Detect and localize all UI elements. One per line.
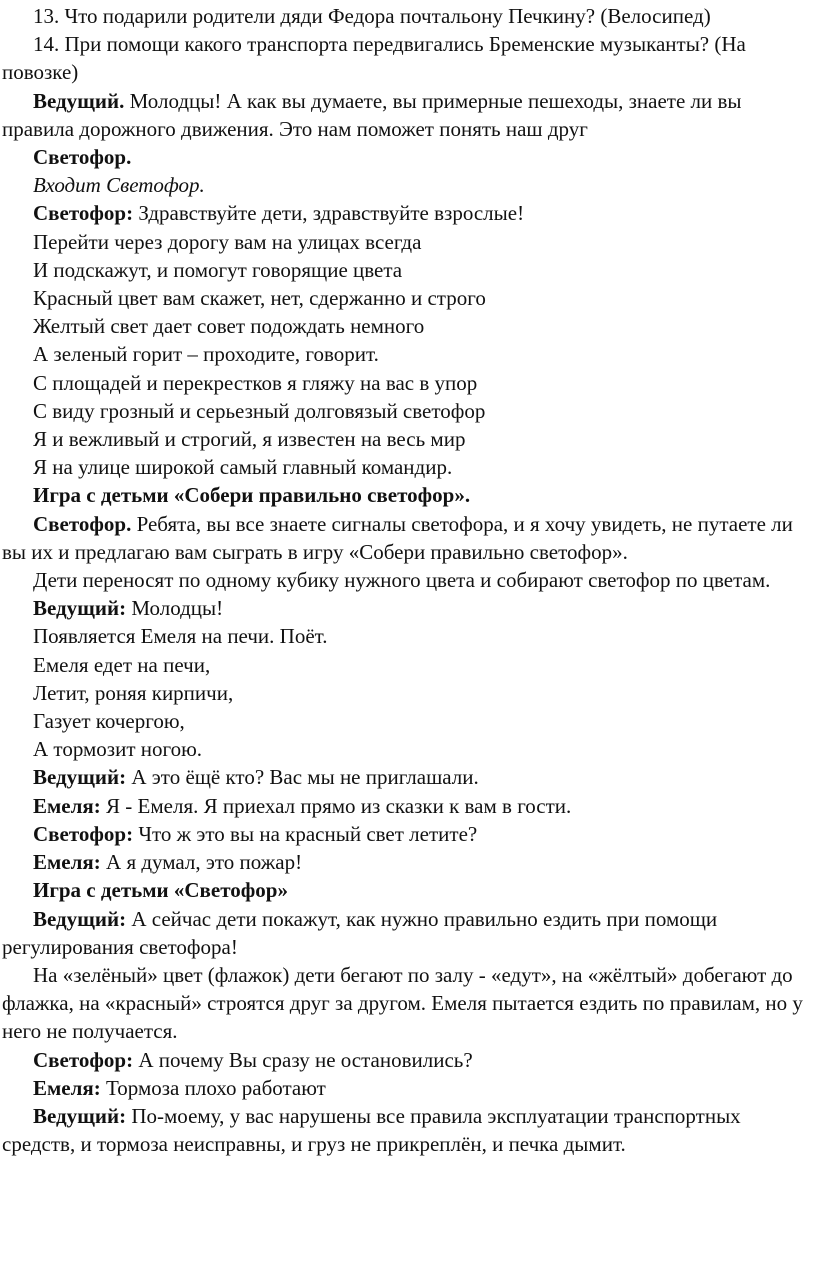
- paragraph-svetofor-4: [2, 1046, 810, 1074]
- paragraph-text: Молодцы! А как вы думаете, вы примерные пешеходы, знаете ли вы правила дорожного движения. Это нам поможет понять наш друг: [2, 88, 742, 141]
- paragraph-q14: [2, 30, 810, 86]
- paragraph-emelya-appears: [2, 622, 810, 650]
- paragraph-stage-enter: [2, 171, 810, 199]
- paragraph-song-3: [2, 707, 810, 735]
- paragraph-song-4: [2, 735, 810, 763]
- paragraph-text: 13. Что подарили родители дяди Федора почтальону Печкину? (Велосипед): [33, 4, 711, 28]
- speaker-label: Емеля:: [33, 1075, 101, 1100]
- paragraph-poem-9: [2, 453, 810, 481]
- paragraph-name-svetofor: [2, 143, 810, 171]
- paragraph-poem-2: [2, 256, 810, 284]
- paragraph-text: Что ж это вы на красный свет летите?: [133, 821, 478, 846]
- paragraph-text: Красный цвет вам скажет, нет, сдержанно и строго: [33, 286, 486, 311]
- paragraph-game-2-title: [2, 876, 810, 904]
- speaker-label: Емеля:: [33, 793, 101, 818]
- speaker-label: Емеля:: [33, 850, 101, 875]
- paragraph-emelya-2: [2, 848, 810, 876]
- paragraph-text: Молодцы!: [126, 596, 224, 621]
- paragraph-text: А тормозит ногою.: [33, 737, 203, 762]
- paragraph-text: Газует кочергою,: [33, 709, 185, 734]
- speaker-label: Игра с детьми «Собери правильно светофор».: [33, 483, 471, 508]
- speaker-label: Ведущий:: [33, 596, 127, 621]
- paragraph-song-2: [2, 679, 810, 707]
- speaker-label: Светофор:: [33, 821, 134, 846]
- speaker-label: Светофор.: [33, 145, 132, 170]
- paragraph-poem-6: [2, 369, 810, 397]
- speaker-label: Игра с детьми «Светофор»: [33, 878, 288, 903]
- paragraph-text: А почему Вы сразу не остановились?: [133, 1047, 473, 1072]
- paragraph-svetofor-3: [2, 820, 810, 848]
- paragraph-text: Появляется Емеля на печи. Поёт.: [33, 624, 328, 649]
- paragraph-text: Желтый свет дает совет подождать немного: [33, 314, 425, 339]
- paragraph-song-1: [2, 651, 810, 679]
- paragraph-host-3: [2, 763, 810, 791]
- paragraph-text: Здравствуйте дети, здравствуйте взрослые!: [133, 201, 525, 226]
- paragraph-text: А сейчас дети покажут, как нужно правильно ездить при помощи регулирования светофора!: [2, 906, 718, 959]
- speaker-label: Ведущий:: [33, 765, 127, 790]
- speaker-label: Светофор:: [33, 1047, 134, 1072]
- paragraph-text: С площадей и перекрестков я гляжу на вас в упор: [33, 370, 478, 395]
- paragraph-emelya-3: [2, 1074, 810, 1102]
- paragraph-text: Я - Емеля. Я приехал прямо из сказки к вам в гости.: [100, 793, 572, 818]
- paragraph-game-2-desc: [2, 961, 810, 1046]
- paragraph-text: Дети переносят по одному кубику нужного цвета и собирают светофор по цветам.: [33, 568, 771, 593]
- paragraph-poem-1: [2, 228, 810, 256]
- paragraph-text: По-моему, у вас нарушены все правила эксплуатации транспортных средств, и тормоза неисправны, и груз не прикреплён, и печка дымит.: [2, 1103, 741, 1157]
- paragraph-poem-8: [2, 425, 810, 453]
- paragraph-text: А я думал, это пожар!: [100, 850, 303, 875]
- paragraph-text: Емеля едет на печи,: [33, 652, 211, 677]
- paragraph-text: Перейти через дорогу вам на улицах всегда: [33, 229, 422, 254]
- paragraph-text: 14. При помощи какого транспорта передвигались Бременские музыканты? (На повозке): [2, 32, 746, 85]
- paragraph-poem-5: [2, 340, 810, 368]
- speaker-label: Ведущий.: [33, 88, 125, 113]
- paragraph-svetofor-2: [2, 510, 810, 566]
- paragraph-text: Я на улице широкой самый главный командир.: [33, 455, 453, 480]
- paragraph-text: Я и вежливый и строгий, я известен на весь мир: [33, 427, 466, 452]
- paragraph-q13: [2, 2, 810, 30]
- paragraph-emelya-1: [2, 792, 810, 820]
- paragraph-svetofor-1: [2, 199, 810, 227]
- paragraph-host-5: [2, 1102, 810, 1158]
- paragraph-game-1-title: [2, 481, 810, 509]
- paragraph-host-2: [2, 594, 810, 622]
- paragraph-text: А зеленый горит – проходите, говорит.: [33, 342, 379, 367]
- paragraph-host-4: [2, 905, 810, 961]
- speaker-label: Светофор.: [33, 511, 132, 536]
- paragraph-poem-3: [2, 284, 810, 312]
- paragraph-text: На «зелёный» цвет (флажок) дети бегают по залу - «едут», на «жёлтый» добегают до флажка, на «красный» строятся друг за другом. Емеля пытается ездить по правилам, но у него не получается.: [2, 962, 803, 1044]
- paragraph-game-1-desc: [2, 566, 810, 594]
- stage-direction: Входит Светофор.: [33, 173, 205, 198]
- paragraph-text: Ребята, вы все знаете сигналы светофора, и я хочу увидеть, не путаете ли вы их и предлагаю вам сыграть в игру «Собери правильно светофор».: [2, 511, 793, 564]
- speaker-label: Ведущий:: [33, 1103, 127, 1128]
- paragraph-text: С виду грозный и серьезный долговязый светофор: [33, 398, 486, 423]
- paragraph-text: И подскажут, и помогут говорящие цвета: [33, 257, 403, 282]
- speaker-label: Ведущий:: [33, 906, 127, 931]
- paragraph-host-1: [2, 87, 810, 143]
- paragraph-poem-7: [2, 397, 810, 425]
- speaker-label: Светофор:: [33, 201, 134, 226]
- paragraph-text: Летит, роняя кирпичи,: [33, 680, 234, 705]
- paragraph-poem-4: [2, 312, 810, 340]
- paragraph-text: А это ёщё кто? Вас мы не приглашали.: [126, 765, 479, 790]
- paragraph-text: Тормоза плохо работают: [100, 1075, 326, 1100]
